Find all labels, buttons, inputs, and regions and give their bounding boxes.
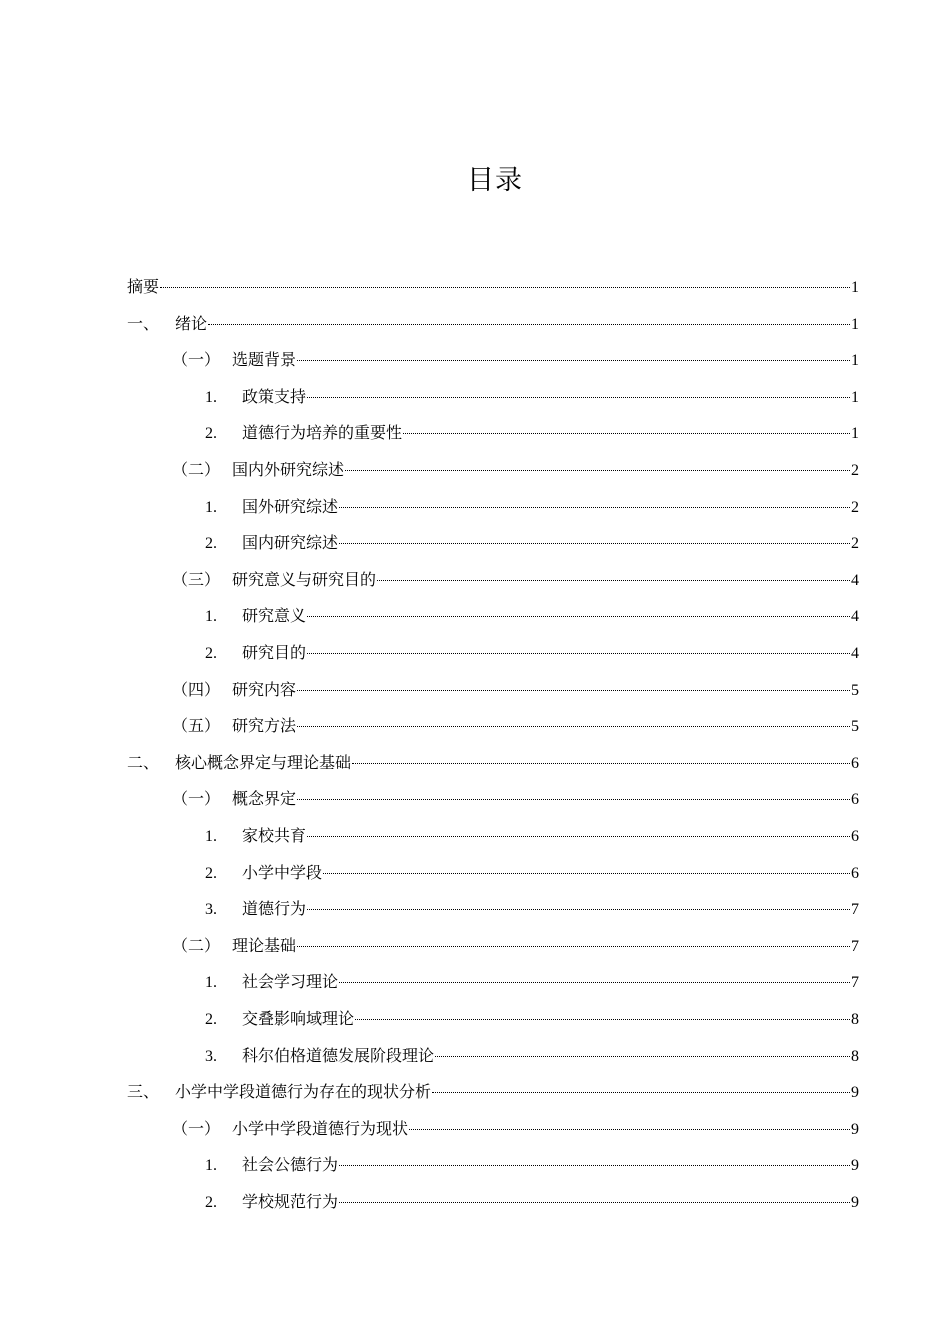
toc-entry-number: 2. [205, 1005, 242, 1035]
toc-entry[interactable] [0, 528, 950, 558]
toc-entry-number: 1. [205, 602, 242, 632]
toc-entry-number: （五） [172, 711, 232, 741]
toc-entry-number: 1. [205, 968, 242, 998]
toc-entry-label: 选题背景 [232, 345, 296, 375]
dot-leader [352, 763, 850, 764]
toc-entry-label: 国内外研究综述 [232, 455, 344, 485]
toc-entry-number: 1. [205, 822, 242, 852]
toc-entry-label: 国内研究综述 [242, 528, 338, 558]
toc-entry-number: （二） [172, 931, 232, 961]
toc-entry-label: 小学中学段 [242, 858, 322, 888]
toc-entry-page-number: 4 [851, 608, 859, 626]
toc-entry-number: 1. [205, 383, 242, 413]
toc-entry-label: 交叠影响域理论 [242, 1004, 354, 1034]
toc-entry-page-number: 2 [851, 498, 859, 516]
toc-entry-label: 国外研究综述 [242, 492, 338, 522]
toc-entry-page-number: 9 [851, 1194, 859, 1211]
toc-entry[interactable] [0, 1004, 950, 1034]
dot-leader [339, 543, 850, 544]
dot-leader [435, 1056, 850, 1057]
toc-entry-label: 政策支持 [242, 382, 306, 412]
toc-entry-page-number: 1 [851, 279, 859, 296]
toc-entry-label: 核心概念界定与理论基础 [175, 748, 351, 778]
toc-entry-page-number: 6 [851, 754, 859, 772]
toc-entry[interactable] [0, 1041, 950, 1071]
toc-entry-label: 概念界定 [232, 784, 296, 814]
toc-entry-page-number: 8 [851, 1047, 859, 1065]
toc-entry[interactable] [0, 1077, 950, 1107]
toc-entry-label: 摘要 [127, 272, 159, 302]
toc-entry[interactable] [0, 601, 950, 631]
dot-leader [297, 360, 850, 361]
toc-entry[interactable] [0, 272, 950, 302]
toc-entry[interactable] [0, 492, 950, 522]
toc-entry[interactable] [0, 382, 950, 412]
toc-entry-number: 2. [205, 859, 242, 889]
toc-entry-page-number: 7 [851, 974, 859, 992]
toc-entry[interactable] [0, 711, 950, 741]
dot-leader [345, 470, 850, 471]
toc-entry-page-number: 6 [851, 791, 859, 809]
dot-leader [297, 799, 850, 800]
toc-entry[interactable] [0, 638, 950, 668]
toc-entry-number: 三、 [127, 1077, 175, 1107]
dot-leader [432, 1092, 850, 1093]
dot-leader [355, 1019, 850, 1020]
toc-entry[interactable] [0, 894, 950, 924]
dot-leader [339, 507, 850, 508]
toc-entry-page-number: 4 [851, 571, 859, 589]
toc-entry-page-number: 6 [851, 828, 859, 845]
toc-entry-label: 研究内容 [232, 675, 296, 705]
toc-entry-page-number: 8 [851, 1011, 859, 1028]
toc-entry-number: 2. [205, 639, 242, 669]
toc-entry-number: 3. [205, 1042, 242, 1072]
dot-leader [323, 873, 850, 874]
toc-entry-label: 道德行为 [242, 894, 306, 924]
dot-leader [339, 1165, 850, 1166]
toc-entry-page-number: 5 [851, 718, 859, 736]
toc-entry-page-number: 7 [851, 937, 859, 955]
toc-entry-number: 二、 [127, 748, 175, 778]
toc-entry-number: 1. [205, 493, 242, 523]
toc-entry-number: 2. [205, 419, 242, 449]
toc-entry-page-number: 9 [851, 1084, 859, 1102]
toc-entry-number: 3. [205, 895, 242, 925]
toc-entry-page-number: 1 [851, 352, 859, 370]
toc-entry-page-number: 1 [851, 425, 859, 443]
toc-entry-number: 1. [205, 1151, 242, 1181]
toc-entry-page-number: 1 [851, 315, 859, 333]
toc-entry-page-number: 1 [851, 388, 859, 406]
toc-title: 目录 [467, 165, 523, 196]
dot-leader [409, 1129, 850, 1130]
dot-leader [297, 690, 850, 691]
toc-entry-label: 研究意义与研究目的 [232, 565, 376, 595]
toc-entry-label: 理论基础 [232, 931, 296, 961]
toc-entry-label: 研究目的 [242, 638, 306, 668]
dot-leader [297, 726, 850, 727]
dot-leader [307, 836, 850, 837]
toc-entry-number: （三） [172, 565, 232, 595]
toc-entry[interactable] [0, 1187, 950, 1217]
toc-entry-page-number: 2 [851, 535, 859, 553]
toc-entry-label: 小学中学段道德行为存在的现状分析 [175, 1077, 431, 1107]
toc-entry-label: 绪论 [175, 309, 207, 339]
dot-leader [297, 946, 850, 947]
toc-entry-label: 家校共育 [242, 821, 306, 851]
toc-entry-number: 一、 [127, 309, 175, 339]
toc-entry-page-number: 6 [851, 864, 859, 882]
toc-entry[interactable] [0, 784, 950, 814]
dot-leader [208, 324, 850, 325]
dot-leader [339, 1202, 850, 1203]
toc-entry[interactable] [0, 565, 950, 595]
toc-entry-number: （二） [172, 455, 232, 485]
toc-entry-page-number: 9 [851, 1120, 859, 1138]
toc-entry-label: 学校规范行为 [242, 1187, 338, 1217]
toc-entry[interactable] [0, 858, 950, 888]
toc-entry-number: （四） [172, 675, 232, 705]
toc-entry-page-number: 7 [851, 901, 859, 919]
toc-entry-label: 研究意义 [242, 601, 306, 631]
dot-leader [377, 580, 850, 581]
toc-entry[interactable] [0, 455, 950, 485]
toc-entry[interactable] [0, 967, 950, 997]
toc-entry[interactable] [0, 418, 950, 448]
dot-leader [339, 982, 850, 983]
toc-entry[interactable] [0, 1114, 950, 1144]
toc-entry[interactable] [0, 675, 950, 705]
dot-leader [403, 433, 850, 434]
toc-entry-label: 研究方法 [232, 711, 296, 741]
dot-leader [307, 909, 850, 910]
toc-entry-number: （一） [172, 1114, 232, 1144]
toc-entry[interactable] [0, 748, 950, 778]
dot-leader [307, 397, 850, 398]
toc-entry-page-number: 5 [851, 681, 859, 699]
toc-entry-page-number: 4 [851, 645, 859, 662]
dot-leader [160, 287, 850, 288]
toc-entry-number: （一） [172, 345, 232, 375]
toc-entry[interactable] [0, 821, 950, 851]
toc-entry-label: 小学中学段道德行为现状 [232, 1114, 408, 1144]
toc-entry-label: 社会公德行为 [242, 1150, 338, 1180]
dot-leader [307, 653, 850, 654]
toc-entry[interactable] [0, 1150, 950, 1180]
toc-entry-label: 社会学习理论 [242, 967, 338, 997]
toc-entry[interactable] [0, 309, 950, 339]
toc-entry-label: 科尔伯格道德发展阶段理论 [242, 1041, 434, 1071]
dot-leader [307, 616, 850, 617]
toc-entry-number: （一） [172, 784, 232, 814]
toc-entry[interactable] [0, 931, 950, 961]
toc-entry[interactable] [0, 345, 950, 375]
toc-entry-label: 道德行为培养的重要性 [242, 418, 402, 448]
toc-entry-number: 2. [205, 529, 242, 559]
toc-entry-number: 2. [205, 1188, 242, 1218]
toc-entry-page-number: 9 [851, 1157, 859, 1175]
toc-entry-page-number: 2 [851, 462, 859, 479]
